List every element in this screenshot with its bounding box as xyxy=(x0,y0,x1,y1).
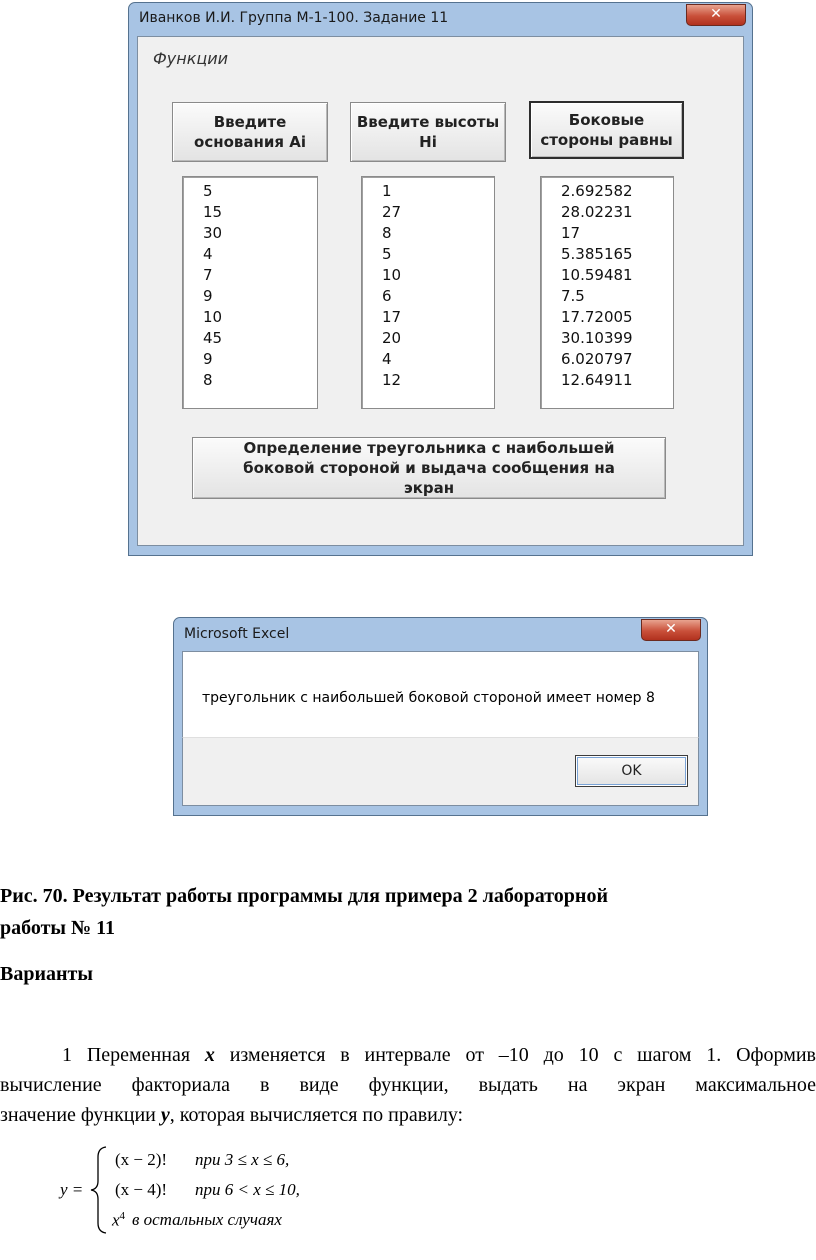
close-icon[interactable]: ✕ xyxy=(641,619,701,641)
paragraph-line: вычисление факториала в виде функции, выдать на экран максимальное xyxy=(0,1074,816,1096)
list-item[interactable]: 5.385165 xyxy=(561,245,633,263)
list-item[interactable]: 4 xyxy=(382,350,392,368)
variable-x: x xyxy=(204,1044,215,1066)
case1-expr: (x − 2)! xyxy=(115,1150,168,1169)
brace-icon xyxy=(89,1145,111,1235)
main-window-titlebar[interactable] xyxy=(129,3,752,33)
bases-listbox[interactable] xyxy=(182,176,318,409)
case1-cond: при 3 ≤ x ≤ 6, xyxy=(195,1150,290,1169)
case3-expr: $x^4$ xyxy=(112,1210,126,1230)
case2-cond: при 6 < x ≤ 10, xyxy=(195,1180,300,1199)
task-paragraph xyxy=(0,1040,816,1130)
variable-y: y xyxy=(160,1104,170,1126)
caption-line: Рис. 70. Результат работы программы для примера 2 лабораторной xyxy=(0,885,608,907)
list-item[interactable]: 27 xyxy=(382,203,402,221)
caption-line: работы № 11 xyxy=(0,917,116,939)
heights-listbox[interactable] xyxy=(361,176,495,409)
message-text: треугольник с наибольшей боковой стороной имеет номер 8 xyxy=(202,690,655,706)
list-item[interactable]: 10 xyxy=(382,266,402,284)
determine-triangle-button[interactable]: Определение треугольника с наибольшей боковой стороной и выдача сообщения на экран xyxy=(192,437,666,499)
list-item[interactable]: 30.10399 xyxy=(561,329,633,347)
list-item[interactable]: 10.59481 xyxy=(561,266,633,284)
list-item[interactable]: 17 xyxy=(561,224,581,242)
message-area xyxy=(182,651,699,737)
list-item[interactable]: 12.64911 xyxy=(561,371,633,389)
list-item[interactable]: 2.692582 xyxy=(561,182,633,200)
formula-lhs: y = xyxy=(60,1180,84,1199)
main-window-title: Иванков И.И. Группа М-1-100. Задание 11 xyxy=(139,10,449,26)
section-heading: Варианты xyxy=(0,963,93,985)
close-icon[interactable]: ✕ xyxy=(686,4,746,26)
list-item[interactable]: 6 xyxy=(382,287,392,305)
enter-bases-button[interactable]: Введите основания Ai xyxy=(172,102,328,162)
list-item[interactable]: 20 xyxy=(382,329,402,347)
frame-caption: Функции xyxy=(153,49,229,68)
list-item[interactable]: 9 xyxy=(203,350,213,368)
list-item[interactable]: 5 xyxy=(203,182,213,200)
list-item[interactable]: 9 xyxy=(203,287,213,305)
list-item[interactable]: 28.02231 xyxy=(561,203,633,221)
list-item[interactable]: 12 xyxy=(382,371,402,389)
case2-expr: (x − 4)! xyxy=(115,1180,168,1199)
message-button-area xyxy=(182,737,699,806)
sides-listbox[interactable] xyxy=(540,176,674,409)
message-box xyxy=(173,617,708,816)
paragraph-line: значение функции y, которая вычисляется по правилу: xyxy=(0,1104,464,1126)
form-client-area xyxy=(137,36,744,546)
list-item[interactable]: 1 xyxy=(382,182,392,200)
paragraph-line: 1 Переменная x изменяется в интервале от –10 до 10 с шагом 1. Оформив xyxy=(62,1044,816,1066)
list-item[interactable]: 30 xyxy=(203,224,223,242)
list-item[interactable]: 8 xyxy=(203,371,213,389)
list-item[interactable]: 10 xyxy=(203,308,223,326)
message-box-title: Microsoft Excel xyxy=(184,626,290,642)
list-item[interactable]: 4 xyxy=(203,245,213,263)
list-item[interactable]: 6.020797 xyxy=(561,350,633,368)
figure-caption xyxy=(0,880,780,944)
list-item[interactable]: 17.72005 xyxy=(561,308,633,326)
ok-button[interactable]: OK xyxy=(575,755,688,787)
main-window xyxy=(128,2,753,556)
list-item[interactable]: 17 xyxy=(382,308,402,326)
side-lengths-button[interactable]: Боковые стороны равны xyxy=(529,101,684,159)
list-item[interactable]: 7.5 xyxy=(561,287,585,305)
list-item[interactable]: 45 xyxy=(203,329,223,347)
message-box-titlebar[interactable] xyxy=(174,618,707,648)
list-item[interactable]: 5 xyxy=(382,245,392,263)
list-item[interactable]: 7 xyxy=(203,266,213,284)
case3-cond: в остальных случаях xyxy=(132,1210,282,1229)
list-item[interactable]: 15 xyxy=(203,203,223,221)
enter-heights-button[interactable]: Введите высоты Hi xyxy=(350,102,506,162)
list-item[interactable]: 8 xyxy=(382,224,392,242)
